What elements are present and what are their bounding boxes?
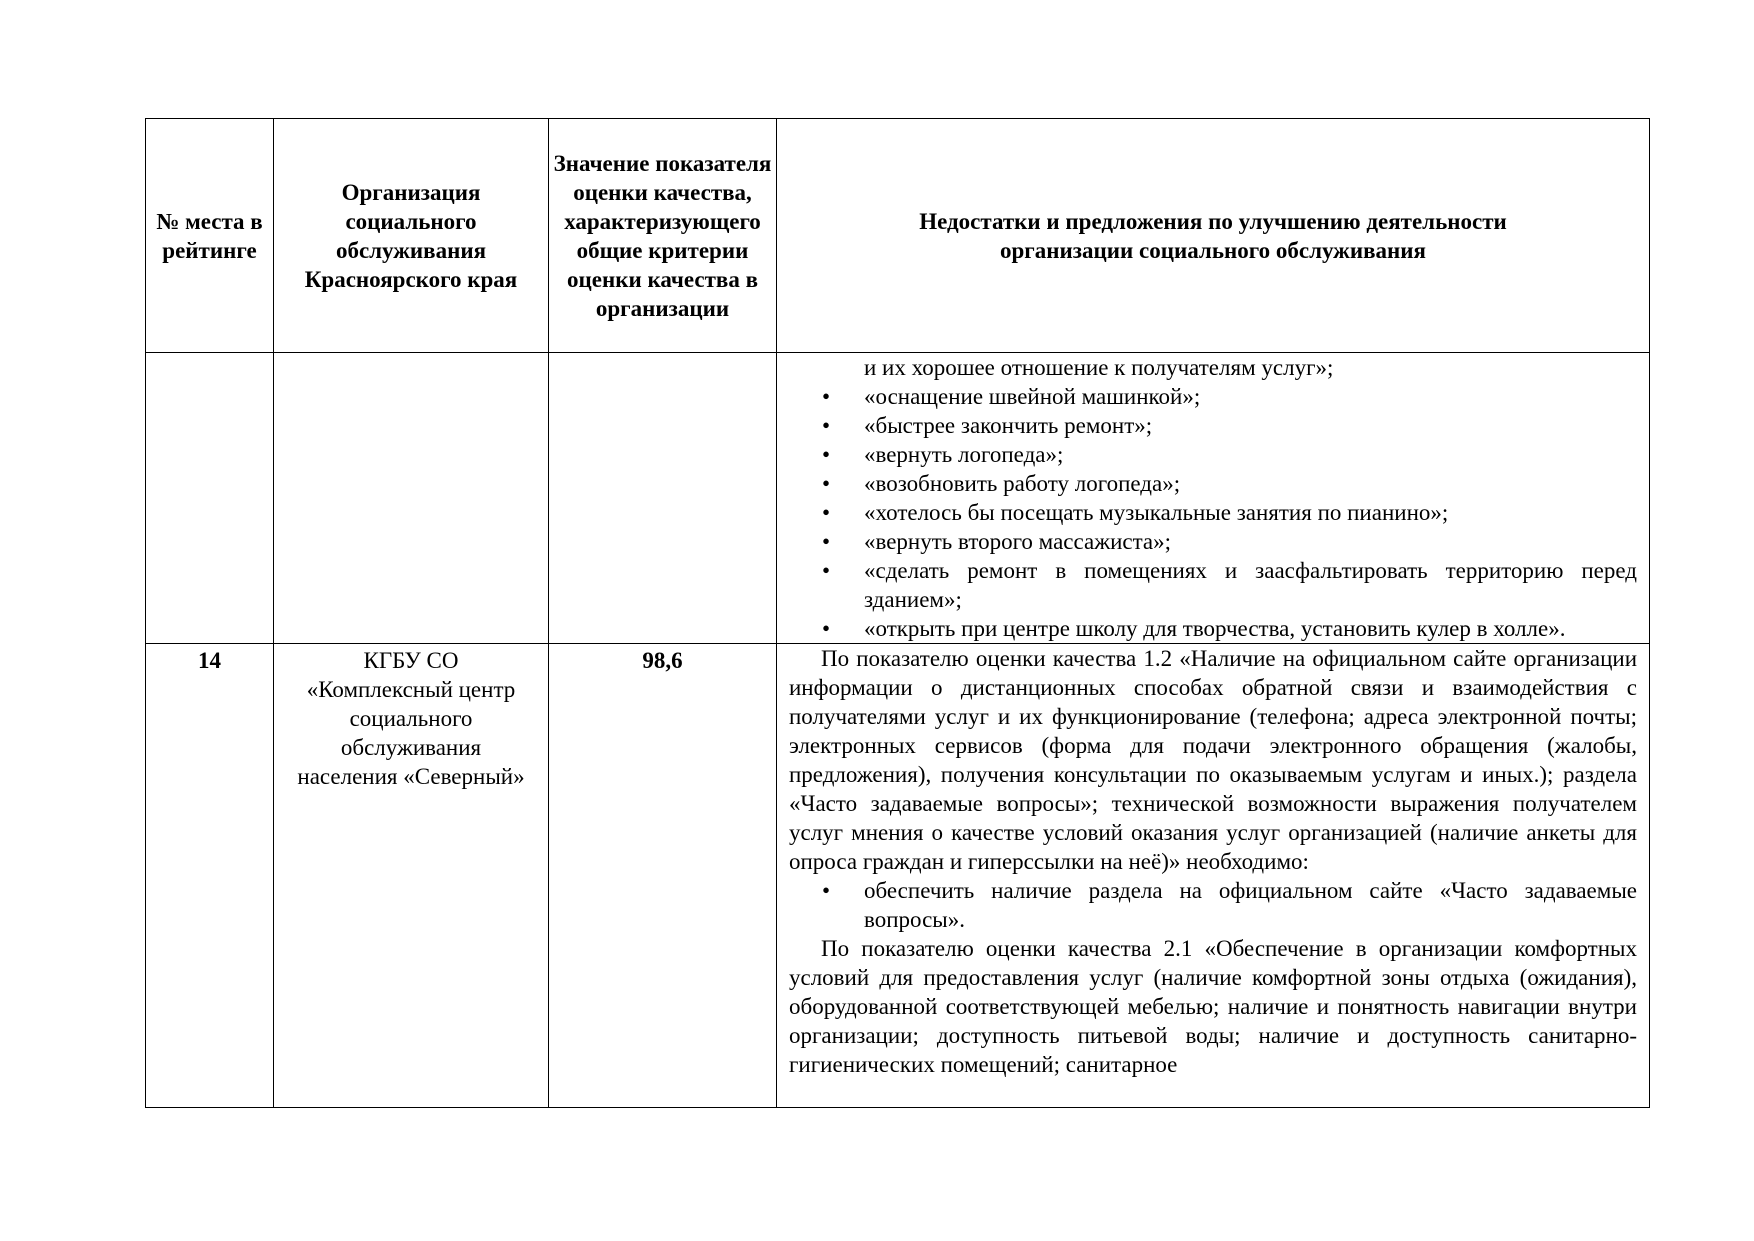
bullet-icon: •	[822, 500, 831, 525]
organization-cell: КГБУ СО «Комплексный центр социального обслуживания населения «Северный»	[274, 644, 549, 1108]
bullet-icon: •	[822, 413, 831, 438]
bullet-icon: •	[822, 384, 831, 409]
bullet-icon: •	[822, 442, 831, 467]
suggestion-list	[789, 876, 1637, 934]
score-cell	[549, 353, 777, 644]
bullet-icon: •	[822, 878, 831, 903]
bullet-icon: •	[822, 471, 831, 496]
header-score: Значение показателя оценки качества, характеризующего общие критерии оценки качества в организации	[549, 119, 777, 353]
score-cell: 98,6	[549, 644, 777, 1108]
rank-cell: 14	[146, 644, 274, 1108]
list-item: • «возобновить работу логопеда»;	[822, 471, 1181, 496]
rank-cell	[146, 353, 274, 644]
rating-table	[145, 118, 1650, 1108]
table-row	[146, 644, 1650, 1108]
header-row	[146, 119, 1650, 353]
header-rank: № места в рейтинге	[146, 119, 274, 353]
table-row	[146, 353, 1650, 644]
bullet-icon: •	[822, 616, 831, 641]
list-item: • «быстрее закончить ремонт»;	[822, 413, 1153, 438]
list-item: • «оснащение швейной машинкой»;	[822, 384, 1201, 409]
list-item: • «сделать ремонт в помещениях и заасфальтировать территорию перед зданием»;	[822, 558, 1637, 612]
paragraph: По показателю оценки качества 1.2 «Наличие на официальном сайте организации информации о дистанционных способах обратной связи и взаимодействия с получателями услуг и их функционирование (телефона; адреса электронной почты; электронных сервисов (форма для подачи электронного обращения (жалобы, предложения), получения консультации по оказываемым услугам и иных.); раздела «Часто задаваемые вопросы»; технической возможности выражения получателем услуг мнения о качестве условий оказания услуг организацией (наличие анкеты для опроса граждан и гиперссылки на неё)» необходимо:	[789, 646, 1637, 874]
list-item: • «хотелось бы посещать музыкальные занятия по пианино»;	[822, 500, 1449, 525]
shortcomings-cell	[777, 353, 1650, 644]
list-item: • «открыть при центре школу для творчества, установить кулер в холле».	[822, 616, 1566, 641]
list-item: • обеспечить наличие раздела на официальном сайте «Часто задаваемые вопросы».	[822, 878, 1637, 932]
bullet-icon: •	[822, 558, 831, 583]
header-shortcomings: Недостатки и предложения по улучшению деятельности организации социального обслуживания	[777, 119, 1650, 353]
shortcomings-cell	[777, 644, 1650, 1108]
paragraph: По показателю оценки качества 2.1 «Обеспечение в организации комфортных условий для предоставления услуг (наличие комфортной зоны отдыха (ожидания), оборудованной соответствующей мебелью; наличие и понятность навигации внутри организации; доступность питьевой воды; наличие и доступность санитарно-гигиенических помещений; санитарное	[789, 936, 1637, 1077]
organization-cell	[274, 353, 549, 644]
continuation-text: и их хорошее отношение к получателям услуг»;	[864, 355, 1334, 380]
list-item: • «вернуть второго массажиста»;	[822, 529, 1172, 554]
bullet-icon: •	[822, 529, 831, 554]
suggestion-list	[789, 382, 1637, 643]
header-organization: Организация социального обслуживания Красноярского края	[274, 119, 549, 353]
list-item: • «вернуть логопеда»;	[822, 442, 1064, 467]
